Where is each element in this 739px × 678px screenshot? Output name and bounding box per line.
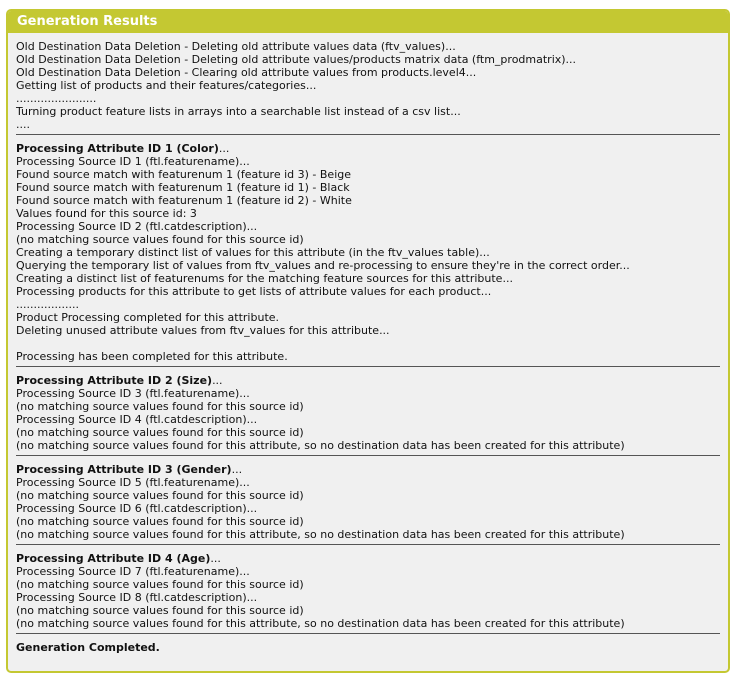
attribute-heading-ellipsis: ... [218, 142, 230, 155]
log-section-attribute [16, 142, 720, 363]
log-line: Turning product feature lists in arrays into a searchable list instead of a csv list... [16, 105, 461, 118]
attribute-heading-ellipsis: ... [210, 552, 221, 565]
log-line: Found source match with featurenum 1 (feature id 3) - Beige [16, 168, 352, 181]
attribute-heading-ellipsis: ... [231, 463, 243, 476]
log-line: Processing products for this attribute to get lists of attribute values for each product... [16, 285, 492, 298]
log-line: Values found for this source id: 3 [16, 207, 197, 220]
section-divider [16, 633, 720, 634]
log-line: Getting list of products and their features/categories... [16, 79, 317, 92]
log-line: Old Destination Data Deletion - Clearing old attribute values from products.level4... [16, 66, 477, 79]
attribute-heading-text: Processing Attribute ID 1 (Color) [16, 142, 219, 155]
log-section-attribute [16, 552, 720, 630]
log-line: Processing Source ID 3 (ftl.featurename)... [16, 387, 250, 400]
log-line: Processing has been completed for this attribute. [16, 350, 288, 363]
log-line: (no matching source values found for this source id) [16, 578, 304, 591]
section-divider [16, 544, 720, 545]
attribute-heading-ellipsis: ... [212, 374, 223, 387]
log-section-attribute [16, 374, 720, 452]
generation-log [8, 33, 728, 654]
log-line: Processing Source ID 7 (ftl.featurename)... [16, 565, 250, 578]
log-line [16, 337, 720, 350]
log-line: Creating a distinct list of featurenums for the matching feature sources for this attribute... [16, 272, 513, 285]
log-line: Product Processing completed for this attribute. [16, 311, 280, 324]
log-line: (no matching source values found for this source id) [16, 233, 304, 246]
log-section-attribute [16, 463, 720, 541]
log-line: (no matching source values found for this attribute, so no destination data has been created for this attribute) [16, 528, 625, 541]
log-line: Old Destination Data Deletion - Deleting old attribute values/products matrix data (ftm_prodmatrix)... [16, 53, 577, 66]
generation-results-panel [6, 9, 730, 673]
log-line: Querying the temporary list of values from ftv_values and re-processing to ensure they're in the correct order... [16, 259, 630, 272]
log-line: (no matching source values found for this source id) [16, 489, 304, 502]
log-line: (no matching source values found for this source id) [16, 426, 304, 439]
attribute-heading-text: Processing Attribute ID 3 (Gender) [16, 463, 232, 476]
attribute-heading [16, 552, 720, 565]
attribute-heading-text: Processing Attribute ID 2 (Size) [16, 374, 213, 387]
attribute-heading [16, 374, 720, 387]
attribute-heading [16, 463, 720, 476]
log-line: Found source match with featurenum 1 (feature id 1) - Black [16, 181, 350, 194]
log-line: .................. [16, 298, 79, 311]
log-line: (no matching source values found for this source id) [16, 604, 304, 617]
log-line: Deleting unused attribute values from ftv_values for this attribute... [16, 324, 390, 337]
log-line: Processing Source ID 5 (ftl.featurename)... [16, 476, 250, 489]
log-line: Old Destination Data Deletion - Deleting old attribute values data (ftv_values)... [16, 40, 456, 53]
log-line: Found source match with featurenum 1 (feature id 2) - White [16, 194, 352, 207]
log-line: Processing Source ID 4 (ftl.catdescription)... [16, 413, 258, 426]
panel-title: Generation Results [8, 11, 728, 33]
section-divider [16, 134, 720, 135]
attribute-heading [16, 142, 720, 155]
log-line: Processing Source ID 8 (ftl.catdescription)... [16, 591, 258, 604]
generation-completed-text: Generation Completed. [16, 641, 160, 654]
log-line: ....................... [16, 92, 97, 105]
log-line: (no matching source values found for this source id) [16, 515, 304, 528]
log-line: Processing Source ID 2 (ftl.catdescription)... [16, 220, 258, 233]
section-divider [16, 366, 720, 367]
log-line: Processing Source ID 6 (ftl.catdescription)... [16, 502, 258, 515]
section-divider [16, 455, 720, 456]
attribute-heading-text: Processing Attribute ID 4 (Age) [16, 552, 211, 565]
log-line: (no matching source values found for this source id) [16, 400, 304, 413]
log-line: Creating a temporary distinct list of values for this attribute (in the ftv_values table)... [16, 246, 490, 259]
log-line: (no matching source values found for this attribute, so no destination data has been created for this attribute) [16, 617, 625, 630]
log-line: (no matching source values found for this attribute, so no destination data has been created for this attribute) [16, 439, 625, 452]
log-line: Processing Source ID 1 (ftl.featurename)... [16, 155, 250, 168]
log-line: .... [16, 118, 30, 131]
log-section-setup [16, 40, 720, 131]
